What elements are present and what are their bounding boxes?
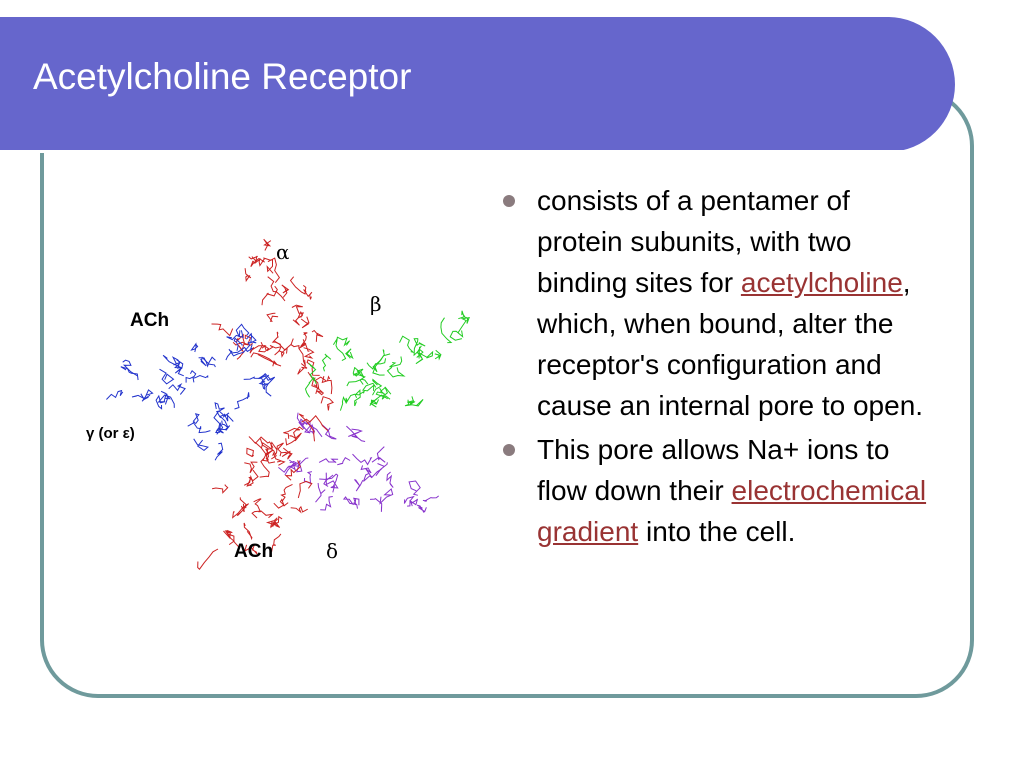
bullet-text: This pore allows Na+ ions to flow down their <box>537 434 890 506</box>
alpha-subunit <box>212 239 334 410</box>
electrochemical-gradient-link[interactable]: electrochemical gradient <box>537 475 927 547</box>
bullet-list <box>500 180 930 555</box>
bullet-icon <box>503 444 515 456</box>
slide-title: Acetylcholine Receptor <box>33 56 412 97</box>
bullet-text: into the cell. <box>638 516 796 547</box>
acetylcholine-link[interactable]: acetylcholine <box>740 267 903 298</box>
ach-label-bottom: ACh <box>234 541 274 562</box>
delta-subunit <box>278 413 438 513</box>
title-underline <box>0 150 906 153</box>
beta-label: β <box>370 292 382 316</box>
gamma-label: γ (or ε) <box>86 425 135 442</box>
bullet-item <box>500 429 930 552</box>
alpha-label: α <box>276 240 290 264</box>
receptor-structure-figure <box>80 230 480 570</box>
bullet-icon <box>503 195 515 207</box>
molecular-structure-image <box>80 230 480 570</box>
delta-label: δ <box>326 539 339 563</box>
bullet-text: consists of a pentamer of protein subunits, with two binding sites for <box>537 185 852 298</box>
beta-subunit <box>306 311 470 411</box>
bullet-text: , which, when bound, alter the receptor's configuration and cause an internal pore to open. <box>537 267 924 421</box>
ach-label-top: ACh <box>130 310 170 331</box>
bullet-item <box>500 180 930 426</box>
